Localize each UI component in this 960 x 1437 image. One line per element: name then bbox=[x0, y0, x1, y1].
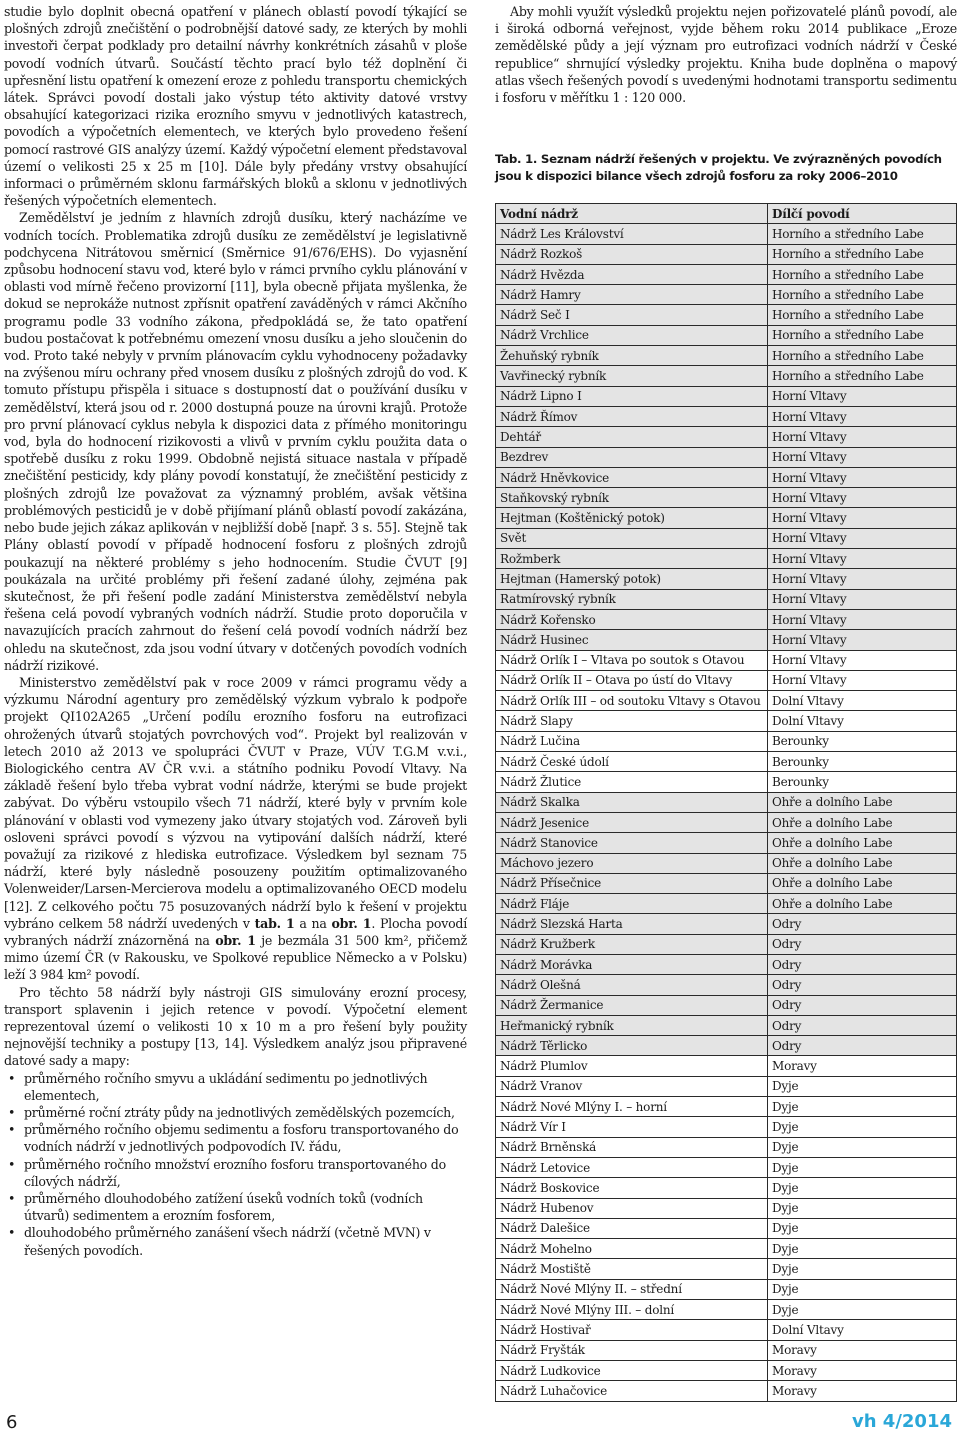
table-header-row bbox=[496, 204, 957, 224]
table-row bbox=[496, 508, 957, 528]
reservoir-name-cell: Bezdrev bbox=[496, 447, 768, 467]
basin-cell: Ohře a dolního Labe bbox=[768, 833, 957, 853]
reservoir-name-cell: Nádrž Žermanice bbox=[496, 995, 768, 1015]
table-row bbox=[496, 1320, 957, 1340]
table-row bbox=[496, 772, 957, 792]
table-row bbox=[496, 812, 957, 832]
reservoir-name-cell: Nádrž Dalešice bbox=[496, 1218, 768, 1238]
basin-cell: Horního a středního Labe bbox=[768, 285, 957, 305]
reservoir-name-cell: Nádrž Boskovice bbox=[496, 1178, 768, 1198]
page-number: 6 bbox=[6, 1412, 18, 1433]
basin-cell: Dolní Vltavy bbox=[768, 1320, 957, 1340]
basin-cell: Horní Vltavy bbox=[768, 630, 957, 650]
reservoir-name-cell: Nádrž Husinec bbox=[496, 630, 768, 650]
basin-cell: Horní Vltavy bbox=[768, 386, 957, 406]
table-row bbox=[496, 1340, 957, 1360]
table-row bbox=[496, 853, 957, 873]
table-row bbox=[496, 1259, 957, 1279]
basin-cell: Horního a středního Labe bbox=[768, 244, 957, 264]
reservoir-name-cell: Nádrž Hostivař bbox=[496, 1320, 768, 1340]
reservoir-name-cell: Dehtář bbox=[496, 427, 768, 447]
reservoir-name-cell: Hejtman (Hamerský potok) bbox=[496, 569, 768, 589]
reservoir-name-cell: Nádrž Seč I bbox=[496, 305, 768, 325]
table-row bbox=[496, 995, 957, 1015]
basin-cell: Dyje bbox=[768, 1300, 957, 1320]
basin-cell: Berounky bbox=[768, 731, 957, 751]
basin-cell: Horního a středního Labe bbox=[768, 264, 957, 284]
table-row bbox=[496, 1117, 957, 1137]
table-row bbox=[496, 914, 957, 934]
reservoir-name-cell: Nádrž Stanovice bbox=[496, 833, 768, 853]
paragraph: Aby mohli využít výsledků projektu nejen pořizovatelé plánů povodí, ale i široká odborná veřejnost, vyjde během roku 2014 publikace „Eroze zemědělské půdy a její význam pro eutrofizaci vodních nádrží v České republice“ shrnující výsledky projektu. Kniha bude doplněna o mapový atlas všech řešených povodí s uvedenými hodnotami transportu sedimentu i fosforu v měřítku 1 : 120 000. bbox=[495, 4, 957, 106]
table-row bbox=[496, 528, 957, 548]
table-row bbox=[496, 609, 957, 629]
basin-cell: Dyje bbox=[768, 1239, 957, 1259]
basin-cell: Ohře a dolního Labe bbox=[768, 873, 957, 893]
basin-cell: Horní Vltavy bbox=[768, 406, 957, 426]
reservoir-name-cell: Nádrž Vranov bbox=[496, 1076, 768, 1096]
reservoir-name-cell: Nádrž Slezská Harta bbox=[496, 914, 768, 934]
left-column bbox=[4, 3, 467, 1259]
basin-cell: Odry bbox=[768, 954, 957, 974]
reservoir-name-cell: Nádrž Lipno I bbox=[496, 386, 768, 406]
bullet-list bbox=[4, 1070, 467, 1259]
table-row bbox=[496, 792, 957, 812]
journal-issue: vh 4/2014 bbox=[851, 1411, 952, 1432]
basin-cell: Dyje bbox=[768, 1097, 957, 1117]
paragraph: Ministerstvo zemědělství pak v roce 2009 v rámci programu vědy a výzkumu Národní agentury pro zemědělský výzkum vybralo k podpoře projekt QI102A265 „Určení podílu erozního fosforu na eutrofizaci ohrožených útvarů stojatých povrchových vod“. Projekt byl realizován v letech 2010 až 2013 ve spolupráci ČVUT v Praze, VÚV T.G.M v.v.i., Biologického centra AV ČR v.v.i. a státního podniku Povodí Vltavy. Na základě řešení bylo třeba vybrat vodní nádrže, kterými se bude projekt zabývat. Do výběru vstoupilo všech 71 nádrží, které byly v prvním kole plánování v oblasti vod vymezeny jako útvary stojatých vod. Zároveň byli osloveni správci povodí s výzvou na vytipování dalších nádrží, které považují za rizikové z hlediska eutrofizace. Výsledkem byl seznam 75 nádrží, které byly následně posouzeny použitím optimalizovaného Volenweider/Larsen-Mercierova modelu a optimalizovaného OECD modelu [12]. Z celkového počtu 75 posuzovaných nádrží bylo k řešení v projektu vybráno celkem 58 nádrží uvedených v tab. 1 a na obr. 1. Plocha povodí vybraných nádrží znázorněná na obr. 1 je bezmála 31 500 km², přičemž mimo území ČR (v Rakousku, ve Spolkové republice Německo a v Polsku) leží 3 984 km² povodí. bbox=[4, 674, 467, 983]
reservoir-name-cell: Máchovo jezero bbox=[496, 853, 768, 873]
basin-cell: Dolní Vltavy bbox=[768, 691, 957, 711]
basin-cell: Horní Vltavy bbox=[768, 528, 957, 548]
table-row bbox=[496, 1279, 957, 1299]
table-row bbox=[496, 833, 957, 853]
table-row bbox=[496, 224, 957, 244]
basin-cell: Ohře a dolního Labe bbox=[768, 894, 957, 914]
basin-cell: Horní Vltavy bbox=[768, 569, 957, 589]
bullet-item: • dlouhodobého průměrného zanášení všech nádrží (včetně MVN) v řešených povodích. bbox=[24, 1224, 467, 1258]
reservoir-name-cell: Nádrž Kořensko bbox=[496, 609, 768, 629]
table-row bbox=[496, 386, 957, 406]
basin-cell: Moravy bbox=[768, 1360, 957, 1380]
basin-cell: Dyje bbox=[768, 1198, 957, 1218]
basin-cell: Odry bbox=[768, 934, 957, 954]
table-row bbox=[496, 711, 957, 731]
basin-cell: Horní Vltavy bbox=[768, 589, 957, 609]
basin-cell: Horní Vltavy bbox=[768, 467, 957, 487]
table-row bbox=[496, 752, 957, 772]
basin-cell: Ohře a dolního Labe bbox=[768, 812, 957, 832]
table-row bbox=[496, 975, 957, 995]
basin-cell: Odry bbox=[768, 995, 957, 1015]
bullet-item: • průměrného ročního smyvu a ukládání sedimentu po jednotlivých elementech, bbox=[24, 1070, 467, 1104]
table-row bbox=[496, 406, 957, 426]
table-row bbox=[496, 934, 957, 954]
paragraph: Zemědělství je jedním z hlavních zdrojů dusíku, který nacházíme ve vodních tocích. Problematika zdrojů dusíku ze zemědělství je legislativně podchycena Nitrátovou směrnicí (Směrnice 91/676/EHS). Do vyjasnění způsobu hodnocení stavu vod, které bylo v rámci prvního cyklu plánování v oblasti vod mírně řečeno provizorní [11], byla obecně přijata myšlenka, že dokud se neprokáže nutnost zpřísnit opatření zaváděných v rámci Akčního programu podle 33 vodního zákona, předpokládá se, že tato opatření budou postačovat k potřebnému omezení vnosu dusíku a jeho sloučenin do vod. Proto také nebyly v prvním plánovacím cyklu vyhodnoceny požadavky na zvýšenou míru ochrany před vnosem dusíku z plošných zdrojů do vod. K tomuto přístupu přispěla i situace s dostupností dat o používání dusíku v zemědělství, která jsou od r. 2000 dostupná pouze na úrovni krajů. Protože pro první plánovací cyklus nebyla k dispozici data z přímého monitoringu vod, byla do hodnocení rizikovosti a vlivů v prvním cyklu použita data o spotřebě dusíku z roku 1999. Obdobně nejistá situace nastala v případě znečištění pesticidy, kdy plány povodí konstatují, že znečištění pesticidy z plošných zdrojů lze považovat za významný problém, avšak většina problémových pesticidů je v době přijímaní plánů oblastí povodí zakázána, nebo bude jejich zákaz aplikován v nejbližší době [např. 3 s. 55]. Stejně tak Plány oblastí povodí v případě hodnocení fosforu z plošných zdrojů poukazují na některé problémy s jeho hodnocením. Studie ČVUT [9] poukázala na určité problémy při řešení zadané úlohy, zejména pak skutečnost, že při řešení podle zadání Ministerstva zemědělství nebyla řešena celá povodí vybraných vodních nádrží. Studie proto doporučila v navazujících pracích zahrnout do řešení celá povodí vodních nádrží bez ohledu na skutečnost, zda jsou vodní útvary v dotčených povodích vodních nádrží rizikové. bbox=[4, 210, 467, 673]
table-row bbox=[496, 589, 957, 609]
table-row bbox=[496, 691, 957, 711]
table-row bbox=[496, 488, 957, 508]
basin-cell: Horní Vltavy bbox=[768, 427, 957, 447]
table-caption: Tab. 1. Seznam nádrží řešených v projektu. Ve zvýrazněných povodích jsou k dispozici bilance všech zdrojů fosforu za roky 2006–2010 bbox=[495, 152, 942, 183]
figure-reference: obr. 1 bbox=[215, 932, 256, 948]
table-row bbox=[496, 264, 957, 284]
table-row bbox=[496, 1137, 957, 1157]
table-row bbox=[496, 549, 957, 569]
reservoir-table bbox=[495, 203, 957, 1402]
table-row bbox=[496, 244, 957, 264]
table-row bbox=[496, 1218, 957, 1238]
reservoir-name-cell: Nádrž Přísečnice bbox=[496, 873, 768, 893]
table-row bbox=[496, 630, 957, 650]
bullet-item: • průměrné roční ztráty půdy na jednotlivých zemědělských pozemcích, bbox=[24, 1104, 467, 1121]
basin-cell: Horního a středního Labe bbox=[768, 305, 957, 325]
right-column bbox=[495, 3, 957, 106]
table-reference: tab. 1 bbox=[254, 915, 295, 931]
table-row bbox=[496, 731, 957, 751]
basin-cell: Dyje bbox=[768, 1259, 957, 1279]
table-row bbox=[496, 650, 957, 670]
reservoir-name-cell: Nádrž Hubenov bbox=[496, 1198, 768, 1218]
basin-cell: Ohře a dolního Labe bbox=[768, 792, 957, 812]
basin-cell: Dyje bbox=[768, 1157, 957, 1177]
table-row bbox=[496, 1097, 957, 1117]
bullet-item: • průměrného ročního množství erozního fosforu transportovaného do cílových nádrží, bbox=[24, 1156, 467, 1190]
reservoir-name-cell: Heřmanický rybník bbox=[496, 1015, 768, 1035]
paragraph: studie bylo doplnit obecná opatření v plánech oblastí povodí týkající se plošných zdrojů znečištění o podrobnější datové sady, ze kterých by mohli investoři čerpat podklady pro detailní návrhy konkrétních zásahů v ploše povodí vodních útvarů. Součástí těchto prací bylo též doplnění či upřesnění listu opatření k omezení eroze z pohledu transportu chemických látek. Správci povodí dostali jako výstup této aktivity datové vrstvy obsahující kategorizaci rizika erozního smyvu v jednotlivých katastrech, povodích a výpočetních elementech, ve kterých bylo provedeno řešení pomocí rastrové GIS analýzy území. Každý výpočetní element představoval území o velikosti 25 x 25 m [10]. Dále byly předány vrstvy obsahující informaci o průměrném sklonu farmářských bloků a sklonu v jednotlivých řešených výpočetních elementech. bbox=[4, 4, 467, 209]
reservoir-name-cell: Nádrž Jesenice bbox=[496, 812, 768, 832]
table-row bbox=[496, 1076, 957, 1096]
basin-cell: Dolní Vltavy bbox=[768, 711, 957, 731]
basin-cell: Horního a středního Labe bbox=[768, 366, 957, 386]
basin-cell: Horního a středního Labe bbox=[768, 346, 957, 366]
reservoir-name-cell: Žehuňský rybník bbox=[496, 346, 768, 366]
table-row bbox=[496, 670, 957, 690]
reservoir-name-cell: Hejtman (Koštěnický potok) bbox=[496, 508, 768, 528]
reservoir-name-cell: Nádrž Orlík III – od soutoku Vltavy s Otavou bbox=[496, 691, 768, 711]
table-row bbox=[496, 346, 957, 366]
reservoir-name-cell: Nádrž Fryšták bbox=[496, 1340, 768, 1360]
basin-cell: Odry bbox=[768, 1015, 957, 1035]
paragraph: Pro těchto 58 nádrží byly nástroji GIS simulovány erozní procesy, transport splavenin i jejich retence v povodí. Výpočetní element reprezentoval území o velikosti 10 x 10 m a pro řešení byly použity nejnovější techniky a postupy [13, 14]. Výsledkem analýz jsou připravené datové sady a mapy: bbox=[4, 984, 467, 1069]
reservoir-name-cell: Nádrž Les Království bbox=[496, 224, 768, 244]
table-row bbox=[496, 954, 957, 974]
basin-cell: Dyje bbox=[768, 1137, 957, 1157]
table-row bbox=[496, 1381, 957, 1401]
table-row bbox=[496, 1157, 957, 1177]
reservoir-name-cell: Nádrž Letovice bbox=[496, 1157, 768, 1177]
reservoir-name-cell: Nádrž Žlutice bbox=[496, 772, 768, 792]
basin-cell: Dyje bbox=[768, 1218, 957, 1238]
reservoir-name-cell: Nádrž Plumlov bbox=[496, 1056, 768, 1076]
table-row bbox=[496, 873, 957, 893]
reservoir-name-cell: Vavřinecký rybník bbox=[496, 366, 768, 386]
table-row bbox=[496, 1239, 957, 1259]
reservoir-name-cell: Nádrž Olešná bbox=[496, 975, 768, 995]
basin-cell: Ohře a dolního Labe bbox=[768, 853, 957, 873]
reservoir-name-cell: Nádrž Orlík I – Vltava po soutok s Otavou bbox=[496, 650, 768, 670]
reservoir-name-cell: Nádrž České údolí bbox=[496, 752, 768, 772]
column-header-reservoir: Vodní nádrž bbox=[496, 204, 768, 224]
reservoir-name-cell: Nádrž Slapy bbox=[496, 711, 768, 731]
reservoir-name-cell: Svět bbox=[496, 528, 768, 548]
reservoir-name-cell: Nádrž Brněnská bbox=[496, 1137, 768, 1157]
reservoir-name-cell: Nádrž Římov bbox=[496, 406, 768, 426]
basin-cell: Berounky bbox=[768, 752, 957, 772]
basin-cell: Horní Vltavy bbox=[768, 670, 957, 690]
reservoir-name-cell: Nádrž Nové Mlýny II. – střední bbox=[496, 1279, 768, 1299]
reservoir-name-cell: Nádrž Mostiště bbox=[496, 1259, 768, 1279]
table-row bbox=[496, 1015, 957, 1035]
reservoir-name-cell: Nádrž Rozkoš bbox=[496, 244, 768, 264]
figure-reference: obr. 1 bbox=[331, 915, 372, 931]
basin-cell: Horní Vltavy bbox=[768, 609, 957, 629]
reservoir-name-cell: Nádrž Hněvkovice bbox=[496, 467, 768, 487]
reservoir-name-cell: Nádrž Nové Mlýny III. – dolní bbox=[496, 1300, 768, 1320]
basin-cell: Odry bbox=[768, 1036, 957, 1056]
table-row bbox=[496, 1056, 957, 1076]
table-row bbox=[496, 325, 957, 345]
reservoir-name-cell: Nádrž Vrchlice bbox=[496, 325, 768, 345]
reservoir-name-cell: Nádrž Hamry bbox=[496, 285, 768, 305]
reservoir-name-cell: Nádrž Fláje bbox=[496, 894, 768, 914]
table-row bbox=[496, 1300, 957, 1320]
basin-cell: Moravy bbox=[768, 1056, 957, 1076]
basin-cell: Moravy bbox=[768, 1381, 957, 1401]
reservoir-name-cell: Nádrž Morávka bbox=[496, 954, 768, 974]
table-row bbox=[496, 447, 957, 467]
column-header-basin: Dílčí povodí bbox=[768, 204, 957, 224]
table-row bbox=[496, 467, 957, 487]
table-row bbox=[496, 366, 957, 386]
reservoir-name-cell: Nádrž Skalka bbox=[496, 792, 768, 812]
table-row bbox=[496, 305, 957, 325]
table-row bbox=[496, 1360, 957, 1380]
basin-cell: Moravy bbox=[768, 1340, 957, 1360]
basin-cell: Dyje bbox=[768, 1279, 957, 1299]
basin-cell: Horní Vltavy bbox=[768, 508, 957, 528]
basin-cell: Odry bbox=[768, 914, 957, 934]
basin-cell: Horního a středního Labe bbox=[768, 224, 957, 244]
table-row bbox=[496, 1178, 957, 1198]
bullet-item: • průměrného dlouhodobého zatížení úseků vodních toků (vodních útvarů) sedimentem a erozním fosforem, bbox=[24, 1190, 467, 1224]
reservoir-name-cell: Nádrž Luhačovice bbox=[496, 1381, 768, 1401]
basin-cell: Dyje bbox=[768, 1117, 957, 1137]
reservoir-name-cell: Nádrž Hvězda bbox=[496, 264, 768, 284]
basin-cell: Horní Vltavy bbox=[768, 447, 957, 467]
basin-cell: Dyje bbox=[768, 1178, 957, 1198]
basin-cell: Dyje bbox=[768, 1076, 957, 1096]
reservoir-name-cell: Nádrž Těrlicko bbox=[496, 1036, 768, 1056]
table-row bbox=[496, 569, 957, 589]
reservoir-name-cell: Staňkovský rybník bbox=[496, 488, 768, 508]
basin-cell: Horní Vltavy bbox=[768, 488, 957, 508]
table-row bbox=[496, 1198, 957, 1218]
reservoir-name-cell: Ratmírovský rybník bbox=[496, 589, 768, 609]
reservoir-name-cell: Nádrž Nové Mlýny I. – horní bbox=[496, 1097, 768, 1117]
basin-cell: Horní Vltavy bbox=[768, 650, 957, 670]
reservoir-name-cell: Rožmberk bbox=[496, 549, 768, 569]
table-row bbox=[496, 894, 957, 914]
reservoir-name-cell: Nádrž Orlík II – Otava po ústí do Vltavy bbox=[496, 670, 768, 690]
reservoir-name-cell: Nádrž Mohelno bbox=[496, 1239, 768, 1259]
bullet-item: • průměrného ročního objemu sedimentu a fosforu transportovaného do vodních nádrží v jednotlivých podpovodích IV. řádu, bbox=[24, 1121, 467, 1155]
table-row bbox=[496, 1036, 957, 1056]
basin-cell: Odry bbox=[768, 975, 957, 995]
reservoir-name-cell: Nádrž Kružberk bbox=[496, 934, 768, 954]
reservoir-name-cell: Nádrž Ludkovice bbox=[496, 1360, 768, 1380]
reservoir-name-cell: Nádrž Vír I bbox=[496, 1117, 768, 1137]
table-row bbox=[496, 427, 957, 447]
basin-cell: Horní Vltavy bbox=[768, 549, 957, 569]
basin-cell: Berounky bbox=[768, 772, 957, 792]
table-row bbox=[496, 285, 957, 305]
basin-cell: Horního a středního Labe bbox=[768, 325, 957, 345]
reservoir-name-cell: Nádrž Lučina bbox=[496, 731, 768, 751]
